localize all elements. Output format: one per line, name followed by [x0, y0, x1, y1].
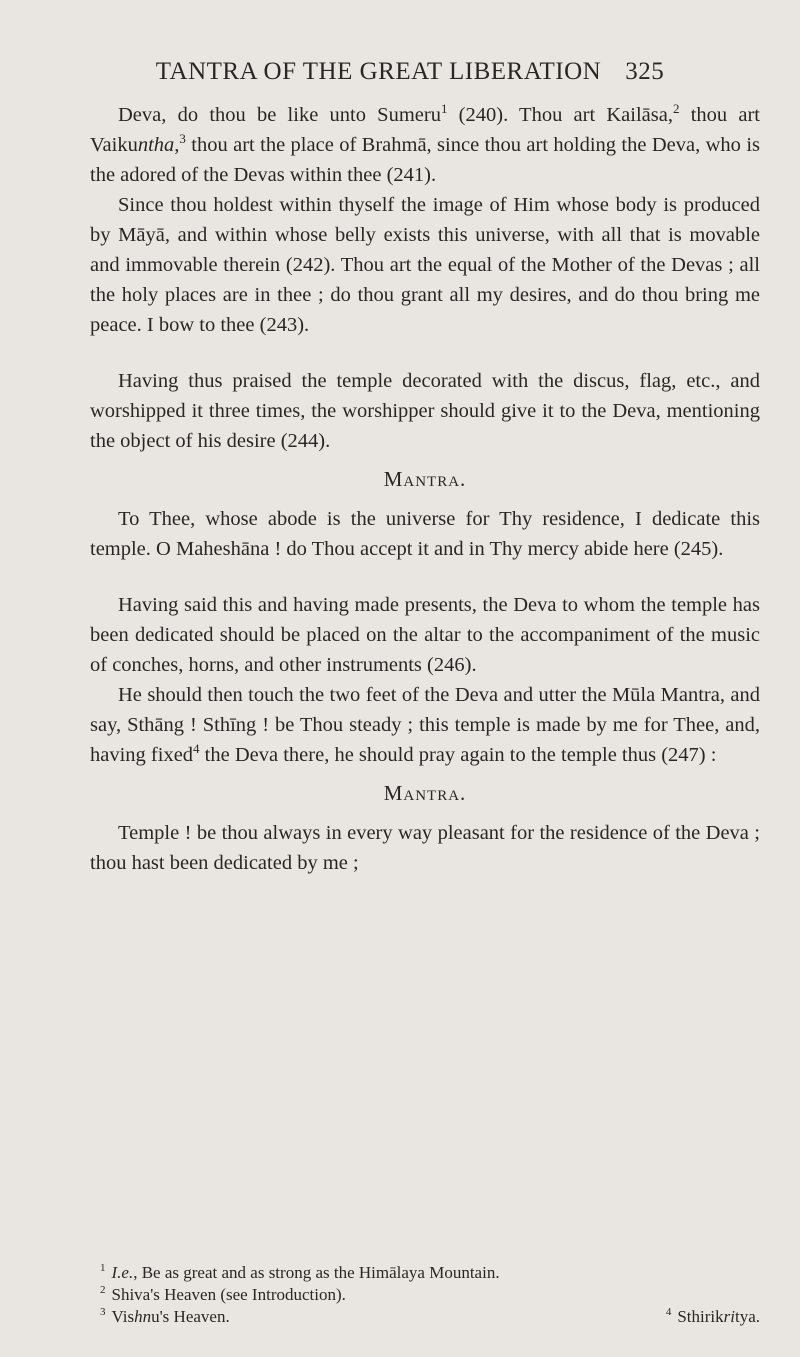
text-run: thou art Vaiku [90, 104, 760, 156]
paragraph-2: Since thou holdest within thyself the image of Him whose body is produced by Māyā, and within whose belly exists this universe, with all that is movable and immovable therein (242). Thou art the equal of the Mother of the Devas ; all the holy places are in thee ; do thou grant all my desires, and do thou bring me peace. I bow to thee (243). [90, 194, 760, 336]
footnote-2: $^2$ Shiva's Heaven (see Introduction). [100, 1284, 346, 1304]
italic-run: ntha [137, 134, 175, 156]
footnote-1: $^1$ I.e., Be as great and as strong as the Himālaya Mountain. [100, 1262, 500, 1282]
text-run: the Deva there, he should pray again to the temple thus (247) : [199, 744, 717, 766]
footnote-ref-2: 2 [672, 101, 680, 117]
paragraph-6 [90, 680, 760, 770]
footnote-ref-4: 4 [193, 741, 200, 757]
running-header [0, 58, 800, 86]
footnote-ref-1: 1 [440, 101, 448, 117]
running-title: TANTRA OF THE GREAT LIBERATION [155, 58, 602, 85]
text-run: He should then touch the two feet of the Deva and utter the Mūla Mantra, and say, Sthāng ! Sthīng ! be Thou steady ; this temple is made by me for Thee, and, having fixed [90, 684, 760, 766]
paragraph-1 [90, 100, 760, 190]
footnote-3: $^3$ Vishnu's Heaven. [100, 1306, 230, 1326]
text-run: Deva, do thou be like unto Sumeru [118, 104, 441, 126]
paragraph-4: To Thee, whose abode is the universe for Thy residence, I dedicate this temple. O Maheshāna ! do Thou accept it and in Thy mercy abide here (245). [90, 508, 760, 560]
text-run: (240). Thou art Kailāsa, [447, 104, 673, 126]
paragraph-5: Having said this and having made presents, the Deva to whom the temple has been dedicated should be placed on the altar to the accompaniment of the music of conches, horns, and other instruments (246). [90, 594, 760, 676]
page-body [90, 100, 760, 878]
paragraph-3: Having thus praised the temple decorated with the discus, flag, etc., and worshipped it three times, the worshipper should give it to the Deva, mentioning the object of his desire (244). [90, 370, 760, 452]
footnotes [100, 1262, 760, 1328]
mantra-heading-1: Mantra. [383, 467, 467, 491]
text-run: , [174, 134, 180, 156]
mantra-heading-2: Mantra. [383, 781, 467, 805]
footnote-ref-3: 3 [179, 131, 186, 147]
footnote-4: $^4$ Sthirikritya. [665, 1306, 760, 1326]
page-number: 325 [625, 58, 665, 85]
text-run: thou art the place of Brahmā, since thou art holding the Deva, who is the adored of the Devas within thee (241). [90, 134, 760, 186]
paragraph-7: Temple ! be thou always in every way pleasant for the residence of the Deva ; thou hast been dedicated by me ; [90, 822, 760, 874]
